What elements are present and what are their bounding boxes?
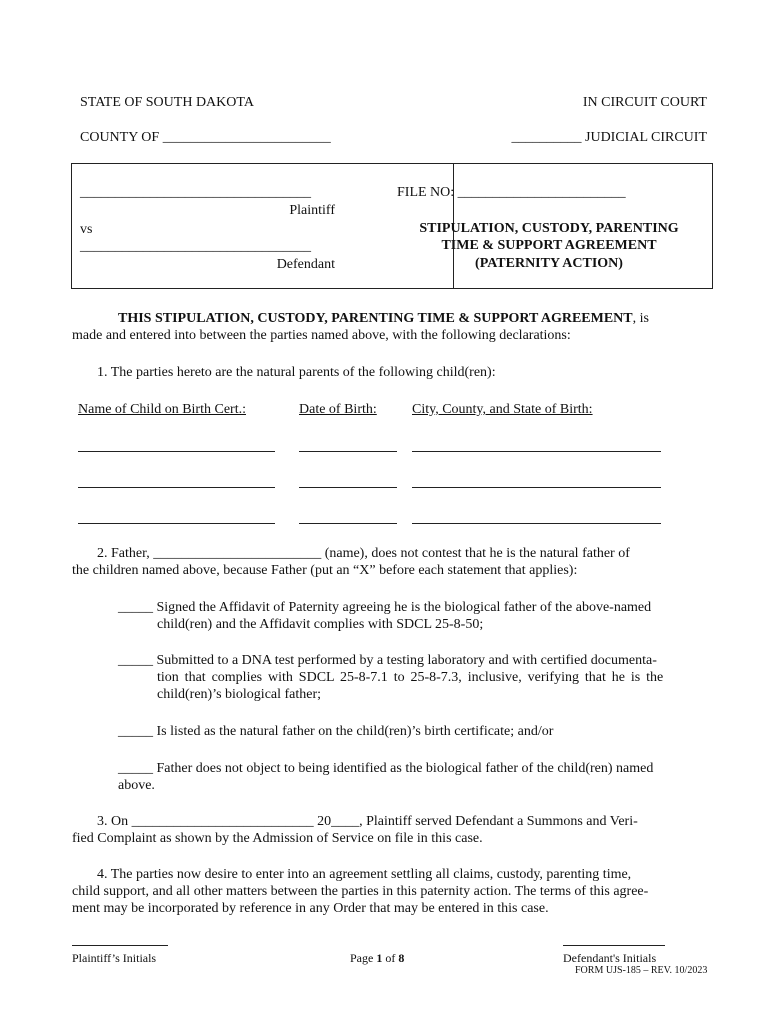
child2-name-field[interactable] (78, 487, 275, 488)
intro-bold-title: THIS STIPULATION, CUSTODY, PARENTING TIME & SUPPORT AGREEMENT (118, 311, 633, 326)
option-dna-line2: tion that complies with SDCL 25-8-7.1 to 25-8-7.3, inclusive, verifying that he is the (157, 670, 664, 685)
document-title-line1: STIPULATION, CUSTODY, PARENTING (419, 221, 679, 236)
page-of: of (382, 951, 399, 965)
plaintiff-initials-field[interactable] (72, 945, 168, 946)
section4-line2: child support, and all other matters between the parties in this paternity action. The terms of this agree- (72, 884, 649, 899)
section2-line1: 2. Father, ________________________ (name), does not contest that he is the natural father of (97, 546, 630, 561)
column-header-child-name: Name of Child on Birth Cert.: (78, 402, 246, 417)
page-total: 8 (398, 951, 405, 965)
section2-line2: the children named above, because Father (put an “X” before each statement that applies): (72, 563, 578, 578)
child1-name-field[interactable] (78, 451, 275, 452)
option-no-objection-line1[interactable]: _____ Father does not object to being identified as the biological father of the child(ren) named (118, 761, 654, 776)
county-field[interactable]: COUNTY OF ________________________ (80, 130, 331, 145)
page-prefix: Page (350, 951, 377, 965)
child2-birthplace-field[interactable] (412, 487, 661, 488)
page-number: 1 (376, 951, 383, 965)
option-birth-certificate[interactable]: _____ Is listed as the natural father on the child(ren)’s birth certificate; and/or (118, 724, 554, 739)
vs-label: vs (80, 222, 93, 237)
column-header-birthplace: City, County, and State of Birth: (412, 402, 593, 417)
state-name: STATE OF SOUTH DAKOTA (80, 95, 254, 110)
section1-text: 1. The parties hereto are the natural parents of the following child(ren): (97, 365, 496, 380)
plaintiff-name-field[interactable]: _________________________________ (80, 185, 311, 200)
child2-dob-field[interactable] (299, 487, 397, 488)
option-dna-line1[interactable]: _____ Submitted to a DNA test performed by a testing laboratory and with certified documenta- (118, 653, 657, 668)
child3-dob-field[interactable] (299, 523, 397, 524)
intro-paragraph-line1 (118, 310, 649, 327)
judicial-circuit-field[interactable]: __________ JUDICIAL CIRCUIT (511, 130, 707, 145)
option-no-objection-line2: above. (118, 778, 155, 793)
child1-dob-field[interactable] (299, 451, 397, 452)
section3-line1: 3. On __________________________ 20____, Plaintiff served Defendant a Summons and Veri- (97, 814, 638, 829)
page-indicator (350, 951, 404, 965)
document-title-line2: TIME & SUPPORT AGREEMENT (441, 238, 657, 253)
case-caption-box (71, 163, 713, 289)
court-name: IN CIRCUIT COURT (582, 95, 707, 110)
option-affidavit-line1[interactable]: _____ Signed the Affidavit of Paternity agreeing he is the biological father of the above-named (118, 600, 652, 615)
defendant-initials-label: Defendant's Initials (563, 951, 657, 965)
child3-name-field[interactable] (78, 523, 275, 524)
child1-birthplace-field[interactable] (412, 451, 661, 452)
section4-line3: ment may be incorporated by reference in any Order that may be entered in this case. (72, 901, 549, 916)
defendant-name-field[interactable]: _________________________________ (80, 239, 311, 254)
document-title-line3: (PATERNITY ACTION) (475, 256, 623, 271)
option-affidavit-line2: child(ren) and the Affidavit complies with SDCL 25-8-50; (157, 617, 484, 632)
option-dna-line3: child(ren)’s biological father; (157, 687, 322, 702)
section3-line2: fied Complaint as shown by the Admission of Service on file in this case. (72, 831, 483, 846)
plaintiff-initials-label: Plaintiff’s Initials (72, 951, 157, 965)
plaintiff-label: Plaintiff (289, 203, 335, 218)
column-header-dob: Date of Birth: (299, 402, 377, 417)
child3-birthplace-field[interactable] (412, 523, 661, 524)
file-number-field[interactable]: FILE NO: ________________________ (397, 185, 626, 200)
defendant-label: Defendant (276, 257, 335, 272)
section4-line1: 4. The parties now desire to enter into an agreement settling all claims, custody, parenting time, (97, 867, 632, 882)
defendant-initials-field[interactable] (563, 945, 665, 946)
intro-line1-rest: , is (632, 311, 649, 326)
form-number: FORM UJS-185 – REV. 10/2023 (575, 965, 708, 976)
intro-paragraph-line2: made and entered into between the parties named above, with the following declarations: (72, 328, 571, 343)
